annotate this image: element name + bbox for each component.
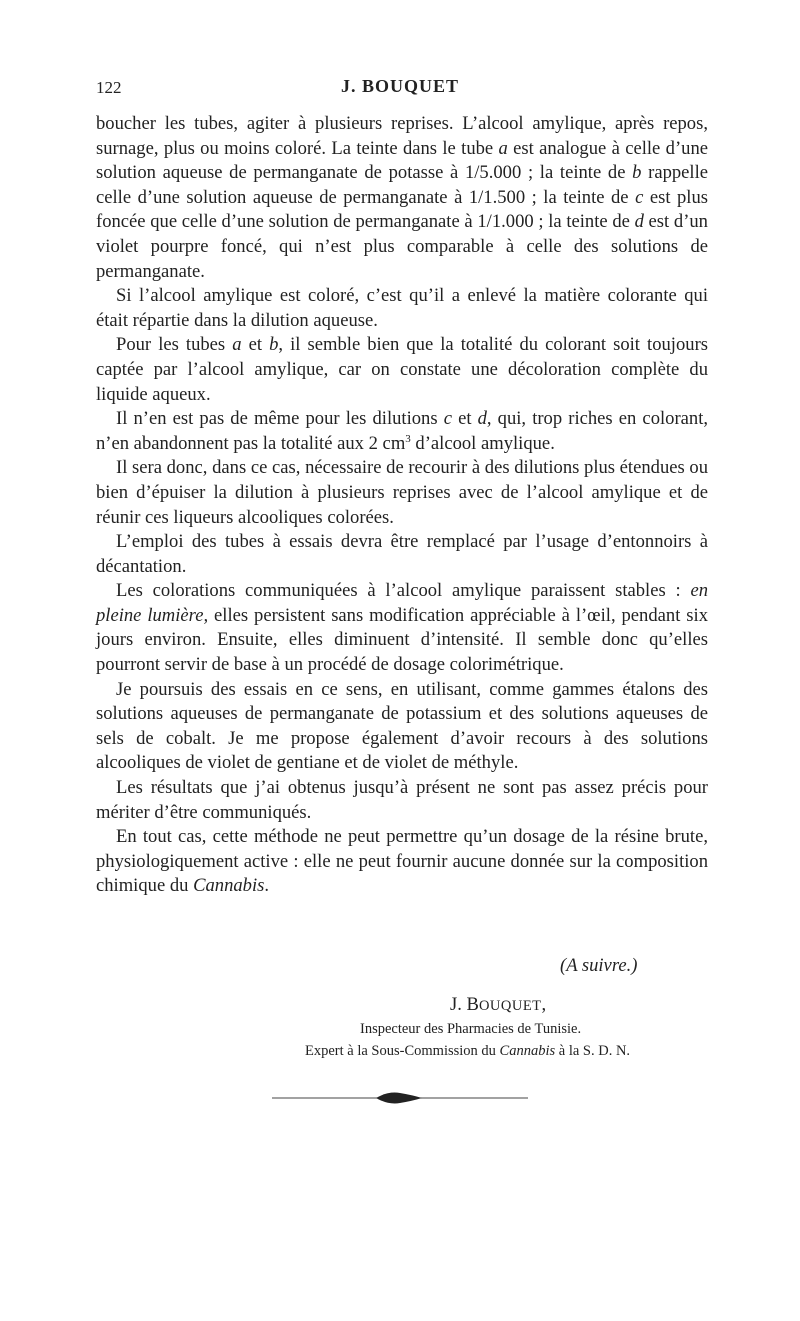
paragraph bbox=[96, 579, 708, 677]
paragraph bbox=[96, 825, 708, 899]
italic-letter: b bbox=[269, 334, 279, 356]
text-run: d’alcool amylique. bbox=[410, 432, 555, 454]
text-run: , il semble bien que la totalité du colorant soit toujours captée par l’alcool amylique, car on constate une décoloration complète du liquide aqueux. bbox=[96, 334, 708, 405]
italic-phrase: en pleine lumière, bbox=[96, 580, 708, 626]
paragraph bbox=[96, 333, 708, 407]
author-signature bbox=[450, 994, 546, 1016]
paragraph: L’emploi des tubes à essais devra être remplacé par l’usage d’entonnoirs à décantation. bbox=[96, 531, 708, 577]
italic-letter: c bbox=[635, 186, 644, 208]
text-run: et bbox=[241, 334, 270, 356]
italic-letter: d bbox=[634, 211, 644, 233]
text-run: Expert à la Sous-Commission du bbox=[305, 1043, 500, 1059]
to-be-continued: (A suivre.) bbox=[560, 955, 638, 976]
author-surname-smallcaps: OUQUET bbox=[478, 998, 542, 1014]
paragraph: Je poursuis des essais en ce sens, en utilisant, comme gammes étalons des solutions aqueuses de permanganate de potassium et des solutions aqueuses de sels de cobalt. Je me propose également d’avoir recours à des solutions alcooliques de violet de gentiane et de violet de méthyle. bbox=[96, 678, 708, 774]
page-number: 122 bbox=[96, 78, 122, 97]
author-initial: J. B bbox=[450, 994, 479, 1015]
text-run: , qui, trop riches en colorant, n’en abandonnent pas la totalité aux 2 cm bbox=[96, 408, 709, 454]
author-comma: , bbox=[541, 994, 547, 1015]
paragraph: Il sera donc, dans ce cas, nécessaire de recourir à des dilutions plus étendues ou bien d’épuiser la dilution à plusieurs reprises avec de l’alcool amylique et de réunir ces liqueurs alcooliques colorées. bbox=[96, 457, 708, 528]
running-title: J. BOUQUET bbox=[340, 76, 460, 96]
text-run: Pour les tubes bbox=[116, 334, 233, 356]
italic-phrase: Cannabis bbox=[193, 875, 265, 897]
text-run: Il n’en est pas de même pour les dilutions bbox=[116, 408, 444, 430]
text-run: est d’un violet pourpre foncé, qui n’est plus comparable à celle des solutions de permanganate. bbox=[96, 211, 708, 282]
paragraph bbox=[96, 407, 708, 456]
text-run: rappelle celle d’une solution aqueuse de permanganate à 1/1.500 ; la teinte de bbox=[96, 162, 708, 208]
italic-phrase: Cannabis bbox=[499, 1043, 556, 1059]
text-run: boucher les tubes, agiter à plusieurs reprises. L’alcool amylique, après repos, surnage, plus ou moins coloré. La teinte dans le tube bbox=[96, 113, 708, 159]
text-run: elles persistent sans modification appréciable à l’œil, pendant six jours environ. Ensuite, elles diminuent d’intensité. Il semble donc qu’elles pourront servir de base à un procédé de dosage colorimétrique. bbox=[96, 604, 708, 676]
superscript: 3 bbox=[405, 432, 411, 445]
text-run: Les colorations communiquées à l’alcool amylique paraissent stables : bbox=[116, 580, 691, 602]
article-body bbox=[96, 112, 708, 899]
text-run: à la S. D. N. bbox=[555, 1043, 631, 1059]
text-run: est plus foncée que celle d’une solution de permanganate à 1/1.000 ; la teinte de bbox=[96, 186, 708, 233]
text-run: En tout cas, cette méthode ne peut permettre qu’un dosage de la résine brute, physiologiquement active : elle ne peut fournir aucune donnée sur la composition chimique du bbox=[96, 826, 708, 897]
text-run: . bbox=[264, 875, 270, 897]
ornament-divider-icon bbox=[272, 1088, 528, 1108]
author-title-line-2 bbox=[305, 1043, 630, 1060]
author-title-line-1: Inspecteur des Pharmacies de Tunisie. bbox=[360, 1021, 582, 1037]
italic-letter: d bbox=[477, 408, 487, 430]
paragraph bbox=[96, 112, 708, 284]
italic-letter: a bbox=[498, 137, 508, 159]
italic-letter: a bbox=[232, 334, 242, 356]
paragraph: Les résultats que j’ai obtenus jusqu’à présent ne sont pas assez précis pour mériter d’être communiqués. bbox=[96, 777, 708, 823]
italic-letter: b bbox=[632, 162, 642, 184]
italic-letter: c bbox=[443, 408, 452, 430]
text-run: est analogue à celle d’une solution aqueuse de permanganate de potasse à 1/5.000 ; la teinte de bbox=[96, 137, 708, 184]
text-run: et bbox=[451, 408, 478, 430]
paragraph: Si l’alcool amylique est coloré, c’est qu’il a enlevé la matière colorante qui était répartie dans la dilution aqueuse. bbox=[96, 285, 708, 331]
